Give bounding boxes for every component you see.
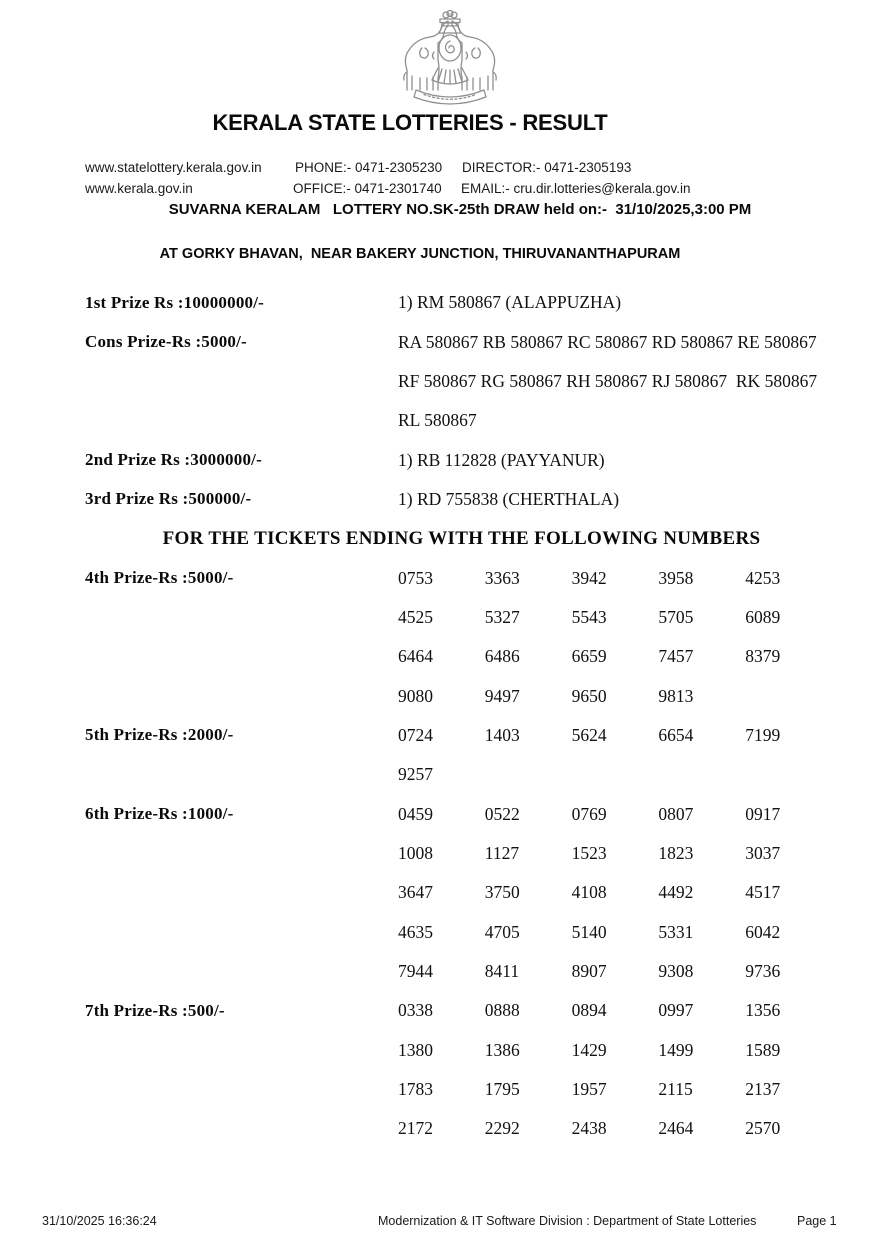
section-heading: FOR THE TICKETS ENDING WITH THE FOLLOWING NUMBERS — [162, 528, 761, 550]
ticket-number: 6659 — [571, 646, 607, 667]
ticket-number: 4108 — [571, 882, 607, 903]
email-address: EMAIL:- cru.dir.lotteries@kerala.gov.in — [461, 181, 691, 196]
ticket-number: 9497 — [484, 685, 520, 706]
prize-row — [85, 1109, 838, 1148]
prize-row — [85, 1070, 838, 1109]
ticket-number: 1589 — [745, 1039, 781, 1060]
ticket-number: 2115 — [658, 1079, 693, 1100]
ticket-number: 0769 — [571, 803, 607, 824]
ticket-number: 1429 — [571, 1039, 607, 1060]
prize-label: 3rd Prize Rs :500000/- — [85, 489, 252, 509]
ticket-number: 1356 — [745, 1000, 781, 1021]
winning-ticket: RL 580867 — [398, 410, 477, 431]
ticket-number: 0917 — [745, 803, 781, 824]
ticket-number: 0338 — [398, 1000, 433, 1021]
prize-row — [85, 362, 838, 401]
ticket-number: 2172 — [398, 1118, 433, 1139]
winning-ticket: 1) RD 755838 (CHERTHALA) — [398, 488, 620, 509]
ticket-number: 0724 — [398, 724, 433, 745]
ticket-number: 6042 — [745, 921, 781, 942]
ticket-number: 1127 — [484, 842, 520, 863]
prize-row — [85, 440, 838, 479]
ticket-number: 1386 — [484, 1039, 520, 1060]
ticket-number: 1403 — [484, 724, 520, 745]
ticket-number: 9813 — [658, 685, 694, 706]
ticket-number: 3942 — [571, 567, 607, 588]
ticket-number: 5331 — [658, 921, 694, 942]
ticket-number: 2570 — [745, 1118, 781, 1139]
prize-row — [85, 283, 838, 322]
prize-label: 2nd Prize Rs :3000000/- — [85, 450, 262, 470]
ticket-number: 7457 — [658, 646, 694, 667]
ticket-number: 5327 — [484, 606, 520, 627]
ticket-number: 1523 — [571, 842, 607, 863]
ticket-number: 0997 — [658, 1000, 694, 1021]
ticket-number: 1795 — [484, 1079, 520, 1100]
ticket-number: 0753 — [398, 567, 433, 588]
ticket-number: 4635 — [398, 921, 433, 942]
prize-row — [85, 755, 838, 794]
prize-label: 6th Prize-Rs :1000/- — [85, 804, 234, 824]
website-secondary: www.kerala.gov.in — [85, 181, 193, 196]
kerala-government-emblem-icon — [394, 8, 506, 108]
footer-timestamp: 31/10/2025 16:36:24 — [42, 1214, 157, 1228]
ticket-number: 1499 — [658, 1039, 694, 1060]
ticket-number: 4492 — [658, 882, 694, 903]
ticket-number: 1783 — [398, 1079, 433, 1100]
prize-label: 5th Prize-Rs :2000/- — [85, 725, 234, 745]
prize-table — [85, 283, 838, 1149]
ticket-number: 7944 — [398, 961, 433, 982]
winning-ticket: 1) RM 580867 (ALAPPUZHA) — [398, 292, 622, 313]
prize-label: 7th Prize-Rs :500/- — [85, 1000, 225, 1020]
prize-row — [85, 676, 838, 715]
ticket-number: 4525 — [398, 606, 433, 627]
prize-row — [85, 558, 838, 597]
venue-info-line: AT GORKY BHAVAN, NEAR BAKERY JUNCTION, THIRUVANANTHAPURAM — [159, 246, 681, 262]
prize-row — [85, 598, 838, 637]
ticket-number: 5624 — [571, 724, 607, 745]
ticket-number: 3647 — [398, 882, 433, 903]
ticket-number: 1380 — [398, 1039, 433, 1060]
prize-row — [85, 637, 838, 676]
prize-row — [85, 1031, 838, 1070]
ticket-number: 7199 — [745, 724, 781, 745]
office-number: OFFICE:- 0471-2301740 — [293, 181, 442, 196]
prize-label: Cons Prize-Rs :5000/- — [85, 332, 247, 352]
ticket-number: 6089 — [745, 606, 781, 627]
ticket-number: 3750 — [484, 882, 520, 903]
ticket-number: 0807 — [658, 803, 694, 824]
prize-row — [85, 952, 838, 991]
prize-row — [85, 401, 838, 440]
prize-row — [85, 834, 838, 873]
ticket-number: 4705 — [484, 921, 520, 942]
ticket-number: 9308 — [658, 961, 694, 982]
prize-label: 1st Prize Rs :10000000/- — [85, 292, 265, 312]
prize-row — [85, 913, 838, 952]
website-primary: www.statelottery.kerala.gov.in — [85, 160, 262, 175]
ticket-number: 0459 — [398, 803, 433, 824]
director-number: DIRECTOR:- 0471-2305193 — [462, 160, 632, 175]
ticket-number: 5543 — [571, 606, 607, 627]
prize-row — [85, 794, 838, 833]
footer-page-number: Page 1 — [797, 1214, 837, 1228]
page-title: KERALA STATE LOTTERIES - RESULT — [212, 110, 608, 135]
ticket-number: 3958 — [658, 567, 694, 588]
ticket-number: 9650 — [571, 685, 607, 706]
winning-ticket: RF 580867 RG 580867 RH 580867 RJ 580867 RK 580867 — [398, 370, 818, 391]
ticket-number: 4253 — [745, 567, 781, 588]
ticket-number: 0522 — [484, 803, 520, 824]
ticket-number: 1008 — [398, 842, 433, 863]
ticket-number: 1823 — [658, 842, 694, 863]
ticket-number: 2464 — [658, 1118, 694, 1139]
ticket-number: 6486 — [484, 646, 520, 667]
ticket-number: 8379 — [745, 646, 781, 667]
ticket-number: 9257 — [398, 764, 433, 785]
ticket-number: 2292 — [484, 1118, 520, 1139]
draw-info-line: SUVARNA KERALAM LOTTERY NO.SK-25th DRAW held on:- 31/10/2025,3:00 PM — [168, 201, 752, 218]
prize-row — [85, 716, 838, 755]
ticket-number: 3363 — [484, 567, 520, 588]
ticket-number: 0888 — [484, 1000, 520, 1021]
ticket-number: 1957 — [571, 1079, 607, 1100]
ticket-number: 8411 — [484, 961, 520, 982]
ticket-number: 9736 — [745, 961, 781, 982]
prize-row — [85, 873, 838, 912]
prize-row — [85, 991, 838, 1030]
ticket-number: 2137 — [745, 1079, 781, 1100]
ticket-number: 3037 — [745, 842, 781, 863]
ticket-number: 8907 — [571, 961, 607, 982]
ticket-number: 4517 — [745, 882, 781, 903]
ticket-number: 6654 — [658, 724, 694, 745]
prize-label: 4th Prize-Rs :5000/- — [85, 568, 234, 588]
footer-division: Modernization & IT Software Division : Department of State Lotteries — [378, 1214, 757, 1228]
ticket-number: 0894 — [571, 1000, 607, 1021]
prize-row — [85, 322, 838, 361]
ticket-number: 9080 — [398, 685, 433, 706]
ticket-number: 5705 — [658, 606, 694, 627]
phone-number: PHONE:- 0471-2305230 — [295, 160, 443, 175]
ticket-number: 2438 — [571, 1118, 607, 1139]
ticket-number: 6464 — [398, 646, 433, 667]
winning-ticket: 1) RB 112828 (PAYYANUR) — [398, 449, 605, 470]
winning-ticket: RA 580867 RB 580867 RC 580867 RD 580867 RE 580867 — [398, 331, 817, 352]
prize-row — [85, 480, 838, 519]
ticket-number: 5140 — [571, 921, 607, 942]
